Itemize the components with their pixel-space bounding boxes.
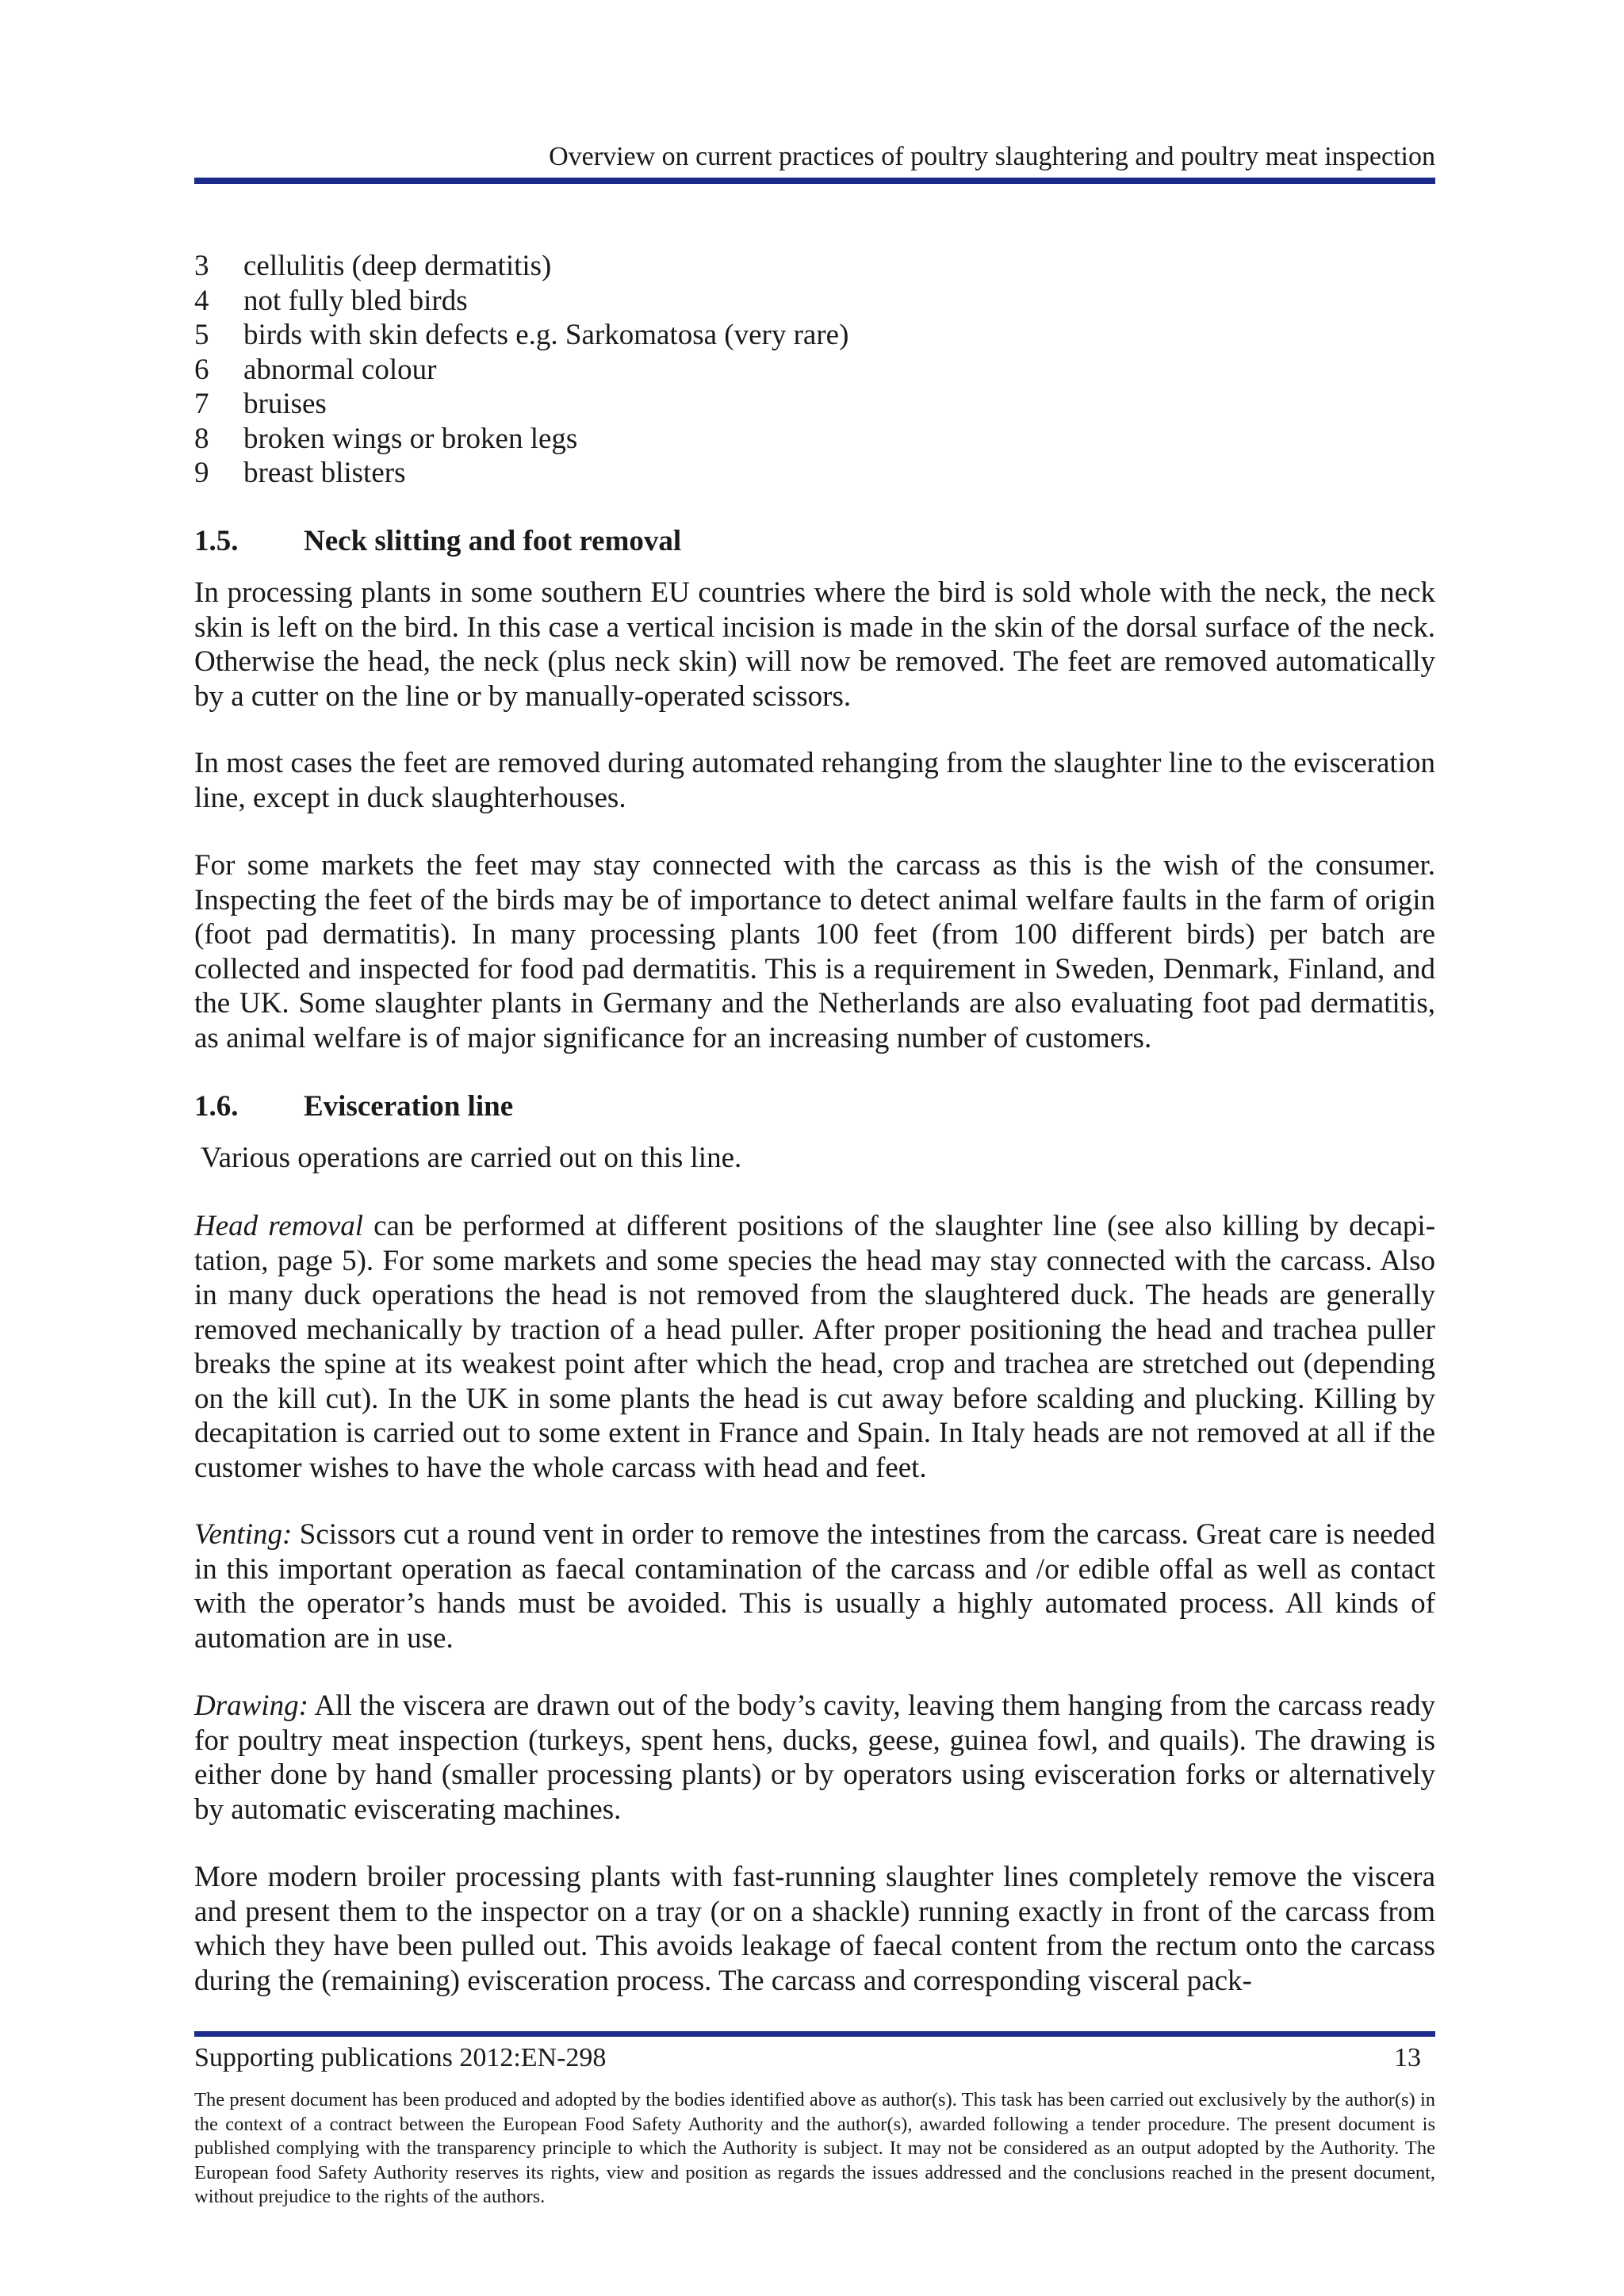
section-heading-1-5 — [194, 524, 681, 559]
list-item-number: 8 — [194, 422, 209, 455]
footer-rule — [194, 2031, 1435, 2037]
list-item-text: abnormal colour — [243, 353, 437, 386]
list-item — [194, 456, 1435, 491]
section-title: Neck slitting and foot removal — [304, 525, 682, 557]
list-item — [194, 387, 1435, 422]
list-item-number: 7 — [194, 388, 209, 420]
page-number: 13 — [1394, 2043, 1421, 2072]
list-item-text: birds with skin defects e.g. Sarkomatosa (very rare) — [243, 319, 849, 351]
head-removal-text: can be performed at different positions of the slaughter line (see also killing by decapitation, page 5). For some markets and some species the head may stay connected with the carcass. Also in many duck operations the head is not removed from the slaughtered duck. The heads are generally removed mechanically by traction of a head puller. After proper positioning the head and trachea puller breaks the spine at its weakest point after which the head, crop and trachea are stretched out (depending on the kill cut). In the UK in some plants the head is cut away before scalding and plucking. Killing by decapitation is carried out to some extent in France and Spain. In Italy heads are not removed at all if the customer wishes to have the whole carcass with head and feet. — [194, 1210, 1436, 1484]
term-head-removal: Head removal — [194, 1210, 364, 1242]
list-item — [194, 353, 1435, 388]
paragraph-neck-slitting: In processing plants in some southern EU countries where the bird is sold whole with the neck, the neck skin is left on the bird. In this case a vertical incision is made in the skin of the dorsal surface of the neck. Otherwise the head, the neck (plus neck skin) will now be removed. The feet are removed automatically by a cutter on the line or by manually-operated scissors. — [194, 576, 1435, 713]
header-rule — [194, 178, 1435, 184]
paragraph-modern-plants: More modern broiler processing plants with fast-running slaughter lines completely remove the viscera and present them to the inspector on a tray (or on a shackle) running exactly in front of the carcass from which they have been pulled out. This avoids leakage of faecal content from the rectum onto the carcass during the (remaining) evisceration process. The carcass and corresponding visceral pack- — [194, 1861, 1435, 1997]
list-item — [194, 318, 1435, 353]
footer-disclaimer: The present document has been produced and adopted by the bodies identified above as author(s). This task has been carried out exclusively by the author(s) in the context of a contract between the European Food Safety Authority and the author(s), awarded following a tender procedure. The present document is published complying with the transparency principle to which the Authority is subject. It may not be considered as an output adopted by the Authority. The European food Safety Authority reserves its rights, view and position as regards the issues addressed and the conclusions reached in the present document, without prejudice to the rights of the authors. — [194, 2089, 1435, 2207]
defects-list — [194, 249, 1435, 491]
section-number: 1.5. — [194, 525, 239, 557]
section-heading-1-6 — [194, 1089, 513, 1124]
paragraph-feet-removal: In most cases the feet are removed during automated rehanging from the slaughter line to the evisceration line, except in duck slaughterhouses. — [194, 747, 1435, 814]
list-item — [194, 284, 1435, 319]
term-venting: Venting: — [194, 1518, 293, 1551]
list-item-number: 3 — [194, 250, 209, 282]
paragraph-feet-markets: For some markets the feet may stay connected with the carcass as this is the wish of the consumer. Inspecting the feet of the birds may be of importance to detect animal welfare faults in the farm of origin (foot pad dermatitis). In many processing plants 100 feet (from 100 different birds) per batch are collected and inspected for food pad dermatitis. This is a requirement in Sweden, Denmark, Finland, and the UK. Some slaughter plants in Germany and the Netherlands are also evaluating foot pad dermatitis, as animal welfare is of major significance for an increasing number of customers. — [194, 849, 1435, 1054]
list-item-text: breast blisters — [243, 457, 406, 489]
list-item-number: 5 — [194, 319, 209, 351]
paragraph-head-removal — [194, 1209, 1435, 1485]
list-item-text: bruises — [243, 388, 327, 420]
venting-text: Scissors cut a round vent in order to remove the intestines from the carcass. Great care is needed in this important operation as faecal contamination of the carcass and /or edible offal as well as contact with the operator’s hands must be avoided. This is usually a highly automated process. All kinds of automation are in use. — [194, 1518, 1435, 1655]
footer-publication: Supporting publications 2012:EN-298 — [194, 2043, 607, 2072]
section-title: Evisceration line — [304, 1090, 514, 1123]
list-item-number: 6 — [194, 353, 209, 386]
list-item-text: cellulitis (deep dermatitis) — [243, 250, 552, 282]
paragraph-evisceration-intro: Various operations are carried out on this line. — [201, 1142, 742, 1174]
running-header: Overview on current practices of poultry slaughtering and poultry meat inspection — [549, 142, 1435, 171]
list-item — [194, 422, 1435, 457]
term-drawing: Drawing: — [194, 1689, 308, 1722]
list-item-number: 4 — [194, 284, 209, 317]
paragraph-drawing — [194, 1689, 1435, 1827]
paragraph-venting — [194, 1517, 1435, 1655]
list-item-text: not fully bled birds — [243, 284, 468, 317]
list-item-number: 9 — [194, 457, 209, 489]
list-item-text: broken wings or broken legs — [243, 422, 578, 455]
list-item — [194, 249, 1435, 284]
drawing-text: All the viscera are drawn out of the body’s cavity, leaving them hanging from the carcass ready for poultry meat inspection (turkeys, spent hens, ducks, geese, guinea fowl, and quails). The drawing is either done by hand (smaller processing plants) or by operators using evisceration forks or alternatively by automatic eviscerating machines. — [194, 1689, 1435, 1826]
section-number: 1.6. — [194, 1090, 239, 1123]
